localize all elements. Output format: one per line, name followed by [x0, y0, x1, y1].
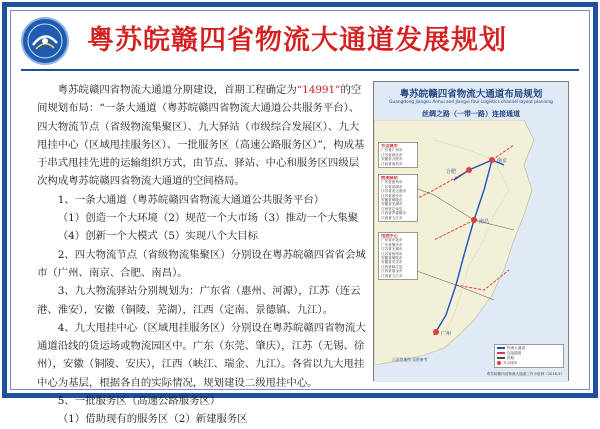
legend-item: 安徽省合肥市	[381, 157, 403, 162]
key-item: 节点城市	[497, 361, 561, 366]
legend-nodes-title: 节点城市	[381, 144, 398, 148]
legend-nodes	[378, 142, 418, 168]
layout-map	[373, 81, 569, 381]
plan-description	[37, 81, 367, 429]
notice-board	[2, 2, 598, 426]
legend-item: 广东省东莞市	[381, 238, 403, 243]
legend-item: 江苏省淮安市	[381, 193, 403, 198]
legend-item: 江苏省连云港市	[381, 189, 407, 194]
section-4: 4、九大甩挂中心（区域甩挂服务区）分别设在粤苏皖赣四省物流大通道沿线的货运场或物流园区中。广东（东莞、肇庆），江苏（无锡、徐州），安徽（铜陵、安庆），江西（峡江、瑞金、九江）。各省以九大甩挂中心为基层，根据各自的实际情况，规划建设二级甩挂中心。	[37, 321, 366, 389]
legend-stations-title: 物流驿站	[381, 176, 398, 180]
legend-item: 广东省广州市	[381, 148, 403, 153]
legend-item: 广东省惠州市	[381, 180, 403, 185]
legend-item: 广东省河源市	[381, 184, 403, 189]
legend-item: 江苏省无锡市	[381, 247, 403, 252]
section-3: 3、九大物流驿站分别规划为：广东省（惠州、河源），江苏（连云港、淮安），安徽（铜陵、芜湖），江西（定南、景德镇、九江）。	[37, 285, 361, 316]
legend-item: 安徽省铜陵市	[381, 198, 403, 203]
map-key	[494, 344, 564, 368]
city-node-nanchang	[471, 217, 477, 223]
section-5-title: 5、一批服务区（高速公路服务区）	[57, 395, 221, 408]
legend-item: 安徽省芜湖市	[381, 202, 403, 207]
legend-item: 江苏省南京市	[381, 152, 403, 157]
section-5-items: （1）借助现有的服务区（2）新建服务区	[57, 413, 248, 426]
city-node-guangzhou	[433, 329, 439, 335]
legend-item: 江西省瑞金市	[381, 269, 403, 274]
legend-item: 江苏省徐州市	[381, 251, 403, 256]
city-label-nanchang: 南昌	[479, 219, 490, 225]
legend-hubs-title: 甩挂中心	[381, 234, 398, 238]
legend-item: 江西省九江市	[381, 215, 403, 220]
map-subtitle: Guangdong Jiangsu Anhui and Jiangxi four Logistics channel layout planning	[389, 100, 553, 105]
section-1-goals: （1）创造一个大环境（2）规范一个大市场（3）推动一个大集聚（4）创新一个大模式（5）实现八个大目标	[57, 212, 359, 243]
legend-item: 广东省肇庆市	[381, 242, 403, 247]
section-1-title: 1、一条大通道（粤苏皖赣四省物流大通道公共服务平台）	[57, 193, 325, 206]
legend-item: 江西省景德镇市	[381, 211, 407, 216]
legend-item: 江西省定南县	[381, 206, 403, 211]
legend-item: 江西省南昌市	[381, 161, 403, 166]
legend-item: 安徽省铜陵市	[381, 256, 403, 261]
legend-hubs	[378, 232, 418, 280]
key-item: 连接通道	[497, 351, 561, 356]
city-label-guangzhou: 广州	[441, 331, 452, 337]
legend-item: 安徽省安庆市	[381, 260, 403, 265]
legend-item: 江西省峡江县	[381, 264, 403, 269]
map-title: 粤苏皖赣四省物流大通道布局规划	[399, 89, 543, 100]
map-credit: 粤苏皖赣四省物流大通道工作小组制（2016.5）	[486, 372, 564, 376]
title-divider	[21, 69, 579, 71]
section-2: 2、四大物流节点（省级物流集聚区）分别设在粤苏皖赣四省省会城市（广州、南京、合肥、南昌）。	[37, 248, 366, 279]
intro-paragraph	[37, 81, 367, 191]
page-title: 粤苏皖赣四省物流大通道发展规划	[87, 25, 507, 56]
city-node-hefei	[466, 167, 472, 173]
legend-stations	[378, 174, 418, 222]
city-node-nanjing	[489, 157, 495, 163]
intro-text: 粤苏皖赣四省物流大通道分期建设，首期工程确定为	[57, 84, 297, 96]
association-logo-icon	[21, 17, 69, 65]
key-item: 物流大通道	[497, 346, 561, 351]
map-note: 示意性地图 仅供参考	[392, 357, 428, 362]
city-label-hefei: 合肥	[446, 169, 457, 175]
key-item: 铁路	[497, 356, 561, 361]
plan-code: “14991”	[296, 84, 341, 96]
silk-road-label: 丝绸之路（一带一路）连接通道	[422, 110, 520, 118]
city-label-nanjing: 南京	[497, 158, 508, 164]
legend-item: 江西省九江市	[381, 273, 403, 278]
intro-rest-text: 的空间规划布局：“一条大通道（粤苏皖赣四省物流大通道公共服务平台）、四大物流节点（省级物流集聚区）、九大驿站（市级综合发展区）、九大甩挂中心（区域甩挂服务区）、一批服务区（高速公路服务区）”，构成基于串式甩挂先进的运输组织方式，由节点、驿站、中心和服务区四级层次构成粤苏皖赣四省物流大通道的空间格局。	[37, 84, 365, 188]
